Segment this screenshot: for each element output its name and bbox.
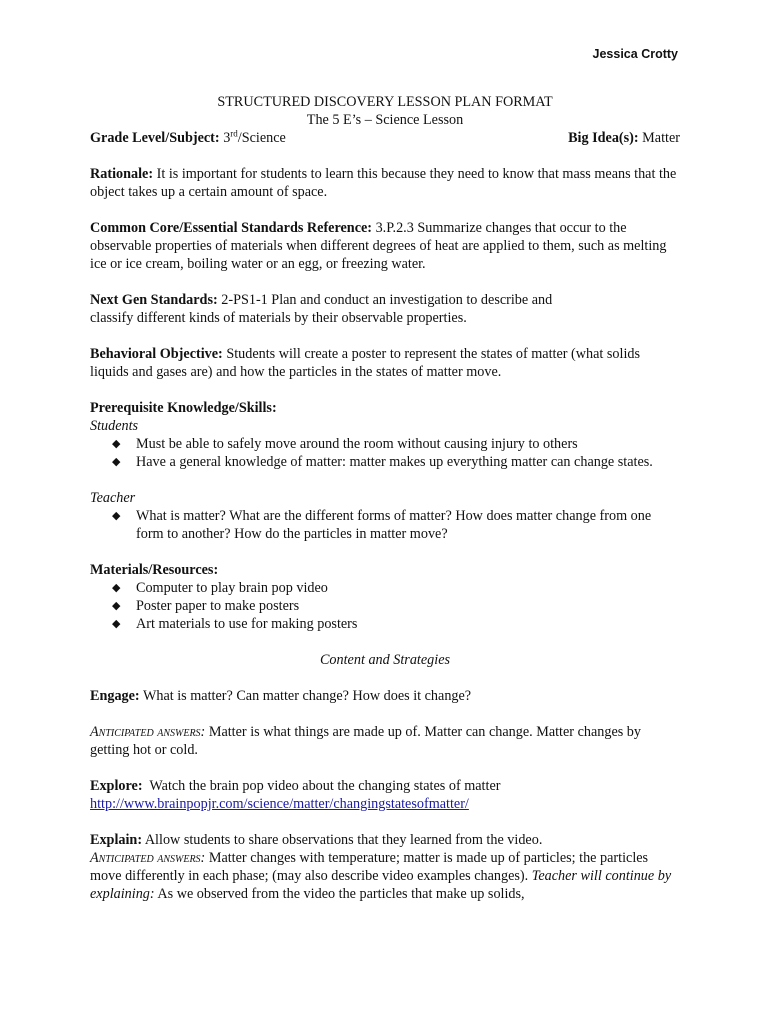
next-gen-section (90, 291, 680, 327)
behavioral-objective-text: Students will create a poster to represent the states of matter (what solids liquids and gases are) and how the particles in the states of matter move. (90, 346, 641, 380)
explain-section (90, 831, 680, 903)
next-gen-line-1: 2-PS1-1 Plan and conduct an investigation to describe and (221, 292, 553, 308)
lesson-plan-body (90, 93, 680, 903)
big-idea-value: Matter (642, 130, 680, 146)
diamond-bullet-icon: ◆ (112, 618, 121, 630)
rationale-text: It is important for students to learn this because they need to know that mass means that the object takes up a certain amount of space. (90, 166, 677, 200)
document-title: STRUCTURED DISCOVERY LESSON PLAN FORMAT (217, 94, 553, 110)
common-core-text: 3.P.2.3 Summarize changes that occur to the observable properties of materials when different degrees of heat are applied to them, such as melting ice or ice cream, boiling water or an egg, or freezing water. (90, 220, 667, 272)
diamond-bullet-icon: ◆ (112, 438, 121, 450)
teacher-explaining-label: Teacher will continue by explaining: (90, 868, 672, 902)
students-list (90, 435, 680, 471)
anticipated-answers-engage (90, 723, 680, 759)
explore-section (90, 777, 680, 813)
rationale-section (90, 165, 680, 201)
explore-label: Explore: (90, 778, 143, 794)
students-subheading: Students (90, 418, 139, 434)
grade-suffix: rd (230, 128, 238, 139)
big-idea (568, 129, 680, 147)
grade-number: 3 (223, 130, 231, 146)
materials-list (90, 579, 680, 633)
grade-level (90, 129, 286, 147)
teacher-subheading: Teacher (90, 490, 136, 506)
diamond-bullet-icon: ◆ (112, 456, 121, 468)
list-item: ◆ Poster paper to make posters (112, 598, 300, 614)
diamond-bullet-icon: ◆ (112, 582, 121, 594)
list-item: ◆ Computer to play brain pop video (112, 580, 328, 596)
brainpop-link[interactable]: http://www.brainpopjr.com/science/matter/changingstatesofmatter/ (90, 796, 469, 812)
grade-label: Grade Level/Subject: (90, 130, 220, 146)
materials-heading: Materials/Resources: (90, 562, 219, 578)
anticipated-text: Matter is what things are made up of. Matter can change. Matter changes by getting hot or cold. (90, 724, 641, 758)
list-item: ◆ Have a general knowledge of matter: matter makes up everything matter can change states. (112, 454, 653, 470)
anticipated-label: Anticipated answers: (90, 724, 206, 740)
behavioral-objective-section (90, 345, 680, 381)
list-item: ◆ Must be able to safely move around the room without causing injury to others (112, 436, 578, 452)
explain-text: Allow students to share observations that they learned from the video. (144, 832, 543, 848)
explain-label: Explain: (90, 832, 143, 848)
list-item: ◆ Art materials to use for making posters (112, 616, 358, 632)
common-core-section (90, 219, 680, 273)
explore-text: Watch the brain pop video about the changing states of matter (149, 778, 501, 794)
teacher-explaining-text: As we observed from the video the particles that make up solids, (157, 886, 525, 902)
list-item: ◆ What is matter? What are the different forms of matter? How does matter change from one form to another? How do the particles in matter move? (112, 508, 652, 542)
grade-subject: /Science (237, 130, 286, 146)
engage-label: Engage: (90, 688, 140, 704)
rationale-label: Rationale: (90, 166, 154, 182)
anticipated-label: Anticipated answers: (90, 850, 206, 866)
diamond-bullet-icon: ◆ (112, 510, 121, 522)
author-name: Jessica Crotty (592, 47, 678, 61)
prerequisite-heading: Prerequisite Knowledge/Skills: (90, 400, 277, 416)
teacher-list (90, 507, 680, 543)
diamond-bullet-icon: ◆ (112, 600, 121, 612)
grade-bigidea-row (90, 129, 680, 147)
document-subtitle: The 5 E’s – Science Lesson (306, 112, 464, 128)
behavioral-objective-label: Behavioral Objective: (90, 346, 223, 362)
next-gen-line-2: classify different kinds of materials by their observable properties. (90, 310, 467, 326)
common-core-label: Common Core/Essential Standards Reference: (90, 220, 373, 236)
engage-text: What is matter? Can matter change? How does it change? (142, 688, 472, 704)
explain-anticipated-text: Matter changes with temperature; matter is made up of particles; the particles move differently in each phase; (may also describe video examples changes). (90, 850, 649, 884)
engage-section (90, 687, 680, 705)
next-gen-label: Next Gen Standards: (90, 292, 218, 308)
big-idea-label: Big Idea(s): (568, 130, 639, 146)
content-strategies-heading: Content and Strategies (319, 652, 451, 668)
